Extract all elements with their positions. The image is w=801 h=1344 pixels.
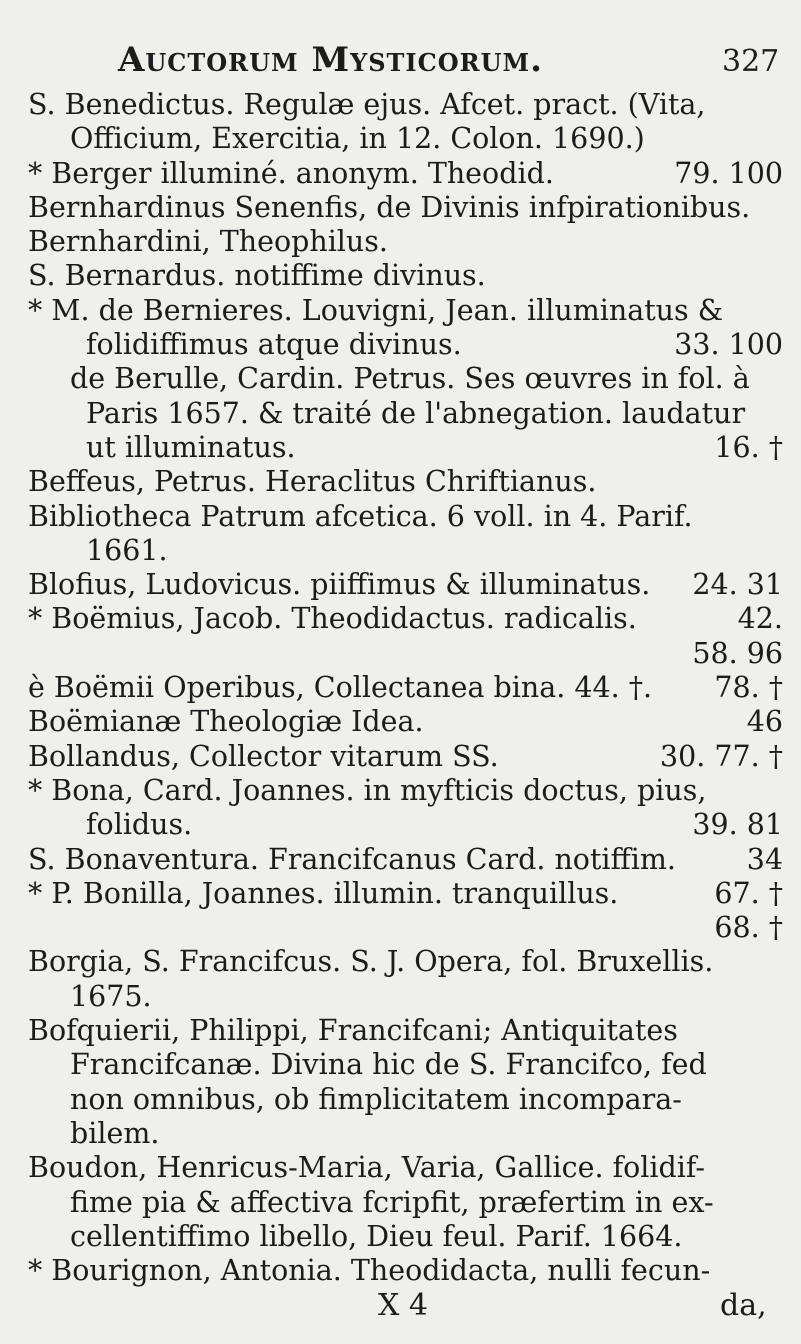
entry-line: Bernhardinus Senenfis, de Divinis infpirationibus. bbox=[28, 190, 751, 224]
entry-line: 1661. bbox=[86, 533, 168, 567]
entry-line: è Boëmii Operibus, Collectanea bina. 44. †. 78. † bbox=[28, 671, 783, 705]
entry-line: Boëmianæ Theologiæ Idea. 46 bbox=[28, 705, 783, 739]
entry-line: 68. † bbox=[714, 911, 783, 945]
entry-line: * M. de Bernieres. Louvigni, Jean. illuminatus & bbox=[28, 293, 724, 327]
entry-line: Officium, Exercitia, in 12. Colon. 1690.) bbox=[70, 122, 645, 156]
entry-line: Bofquierii, Philippi, Francifcani; Antiquitates bbox=[28, 1014, 678, 1048]
signature-mark: X 4 bbox=[378, 1288, 428, 1323]
entry-line: Bibliotheca Patrum afcetica. 6 voll. in 4. Parif. bbox=[28, 499, 693, 533]
entry-line: Paris 1657. & traité de l'abnegation. laudatur bbox=[86, 396, 746, 430]
entry-line: S. Benedictus. Regulæ ejus. Afcet. pract. (Vita, bbox=[28, 88, 706, 121]
entry-line: non omnibus, ob fimplicitatem incompara- bbox=[70, 1082, 682, 1116]
entry-line: * Boëmius, Jacob. Theodidactus. radicalis. 42. bbox=[28, 602, 783, 636]
entry-line: Boudon, Henricus-Maria, Varia, Gallice. folidif- bbox=[28, 1151, 706, 1185]
page-number: 327 bbox=[722, 44, 780, 79]
entry-line: 1675. bbox=[70, 979, 152, 1013]
entry-line: Beffeus, Petrus. Heraclitus Chriftianus. bbox=[28, 465, 597, 499]
entry-line: de Berulle, Cardin. Petrus. Ses œuvres in fol. à bbox=[70, 362, 750, 396]
catchword: da, bbox=[720, 1288, 767, 1323]
entry-line: Borgia, S. Francifcus. S. J. Opera, fol. Bruxellis. bbox=[28, 945, 714, 979]
entry-line: 58. 96 bbox=[692, 636, 783, 670]
entry-line: folidus. 39. 81 bbox=[86, 808, 783, 842]
running-head: Auctorum Mysticorum. bbox=[118, 40, 543, 80]
entry-line: ut illuminatus. 16. † bbox=[86, 430, 783, 464]
entry-line: * Bourignon, Antonia. Theodidacta, nulli fecun- bbox=[28, 1254, 711, 1288]
entry-line: folidiffimus atque divinus. 33. 100 bbox=[86, 328, 783, 362]
entry-line: * Berger illuminé. anonym. Theodid. 79. 100 bbox=[28, 156, 783, 190]
entry-line: * Bona, Card. Joannes. in myfticis doctus, pius, bbox=[28, 773, 707, 807]
entry-line: Blofius, Ludovicus. piiffimus & illuminatus. 24. 31 bbox=[28, 568, 783, 602]
entry-line: cellentiffimo libello, Dieu feul. Parif. 1664. bbox=[70, 1219, 683, 1253]
entry-line: Bernhardini, Theophilus. bbox=[28, 225, 388, 259]
entry-line: S. Bonaventura. Francifcanus Card. notiffim. 34 bbox=[28, 842, 783, 876]
entry-line: * P. Bonilla, Joannes. illumin. tranquillus. 67. † bbox=[28, 876, 783, 910]
page-footer bbox=[0, 1288, 801, 1328]
entry-line: fime pia & affectiva fcripfit, præfertim in ex- bbox=[70, 1185, 714, 1219]
index-entries bbox=[28, 88, 783, 1288]
entry-line: bilem. bbox=[70, 1116, 160, 1150]
entry-line: Francifcanæ. Divina hic de S. Francifco, fed bbox=[70, 1048, 707, 1082]
entry-line: S. Bernardus. notiffime divinus. bbox=[28, 259, 486, 293]
entry-line: Bollandus, Collector vitarum SS. 30. 77. † bbox=[28, 739, 783, 773]
